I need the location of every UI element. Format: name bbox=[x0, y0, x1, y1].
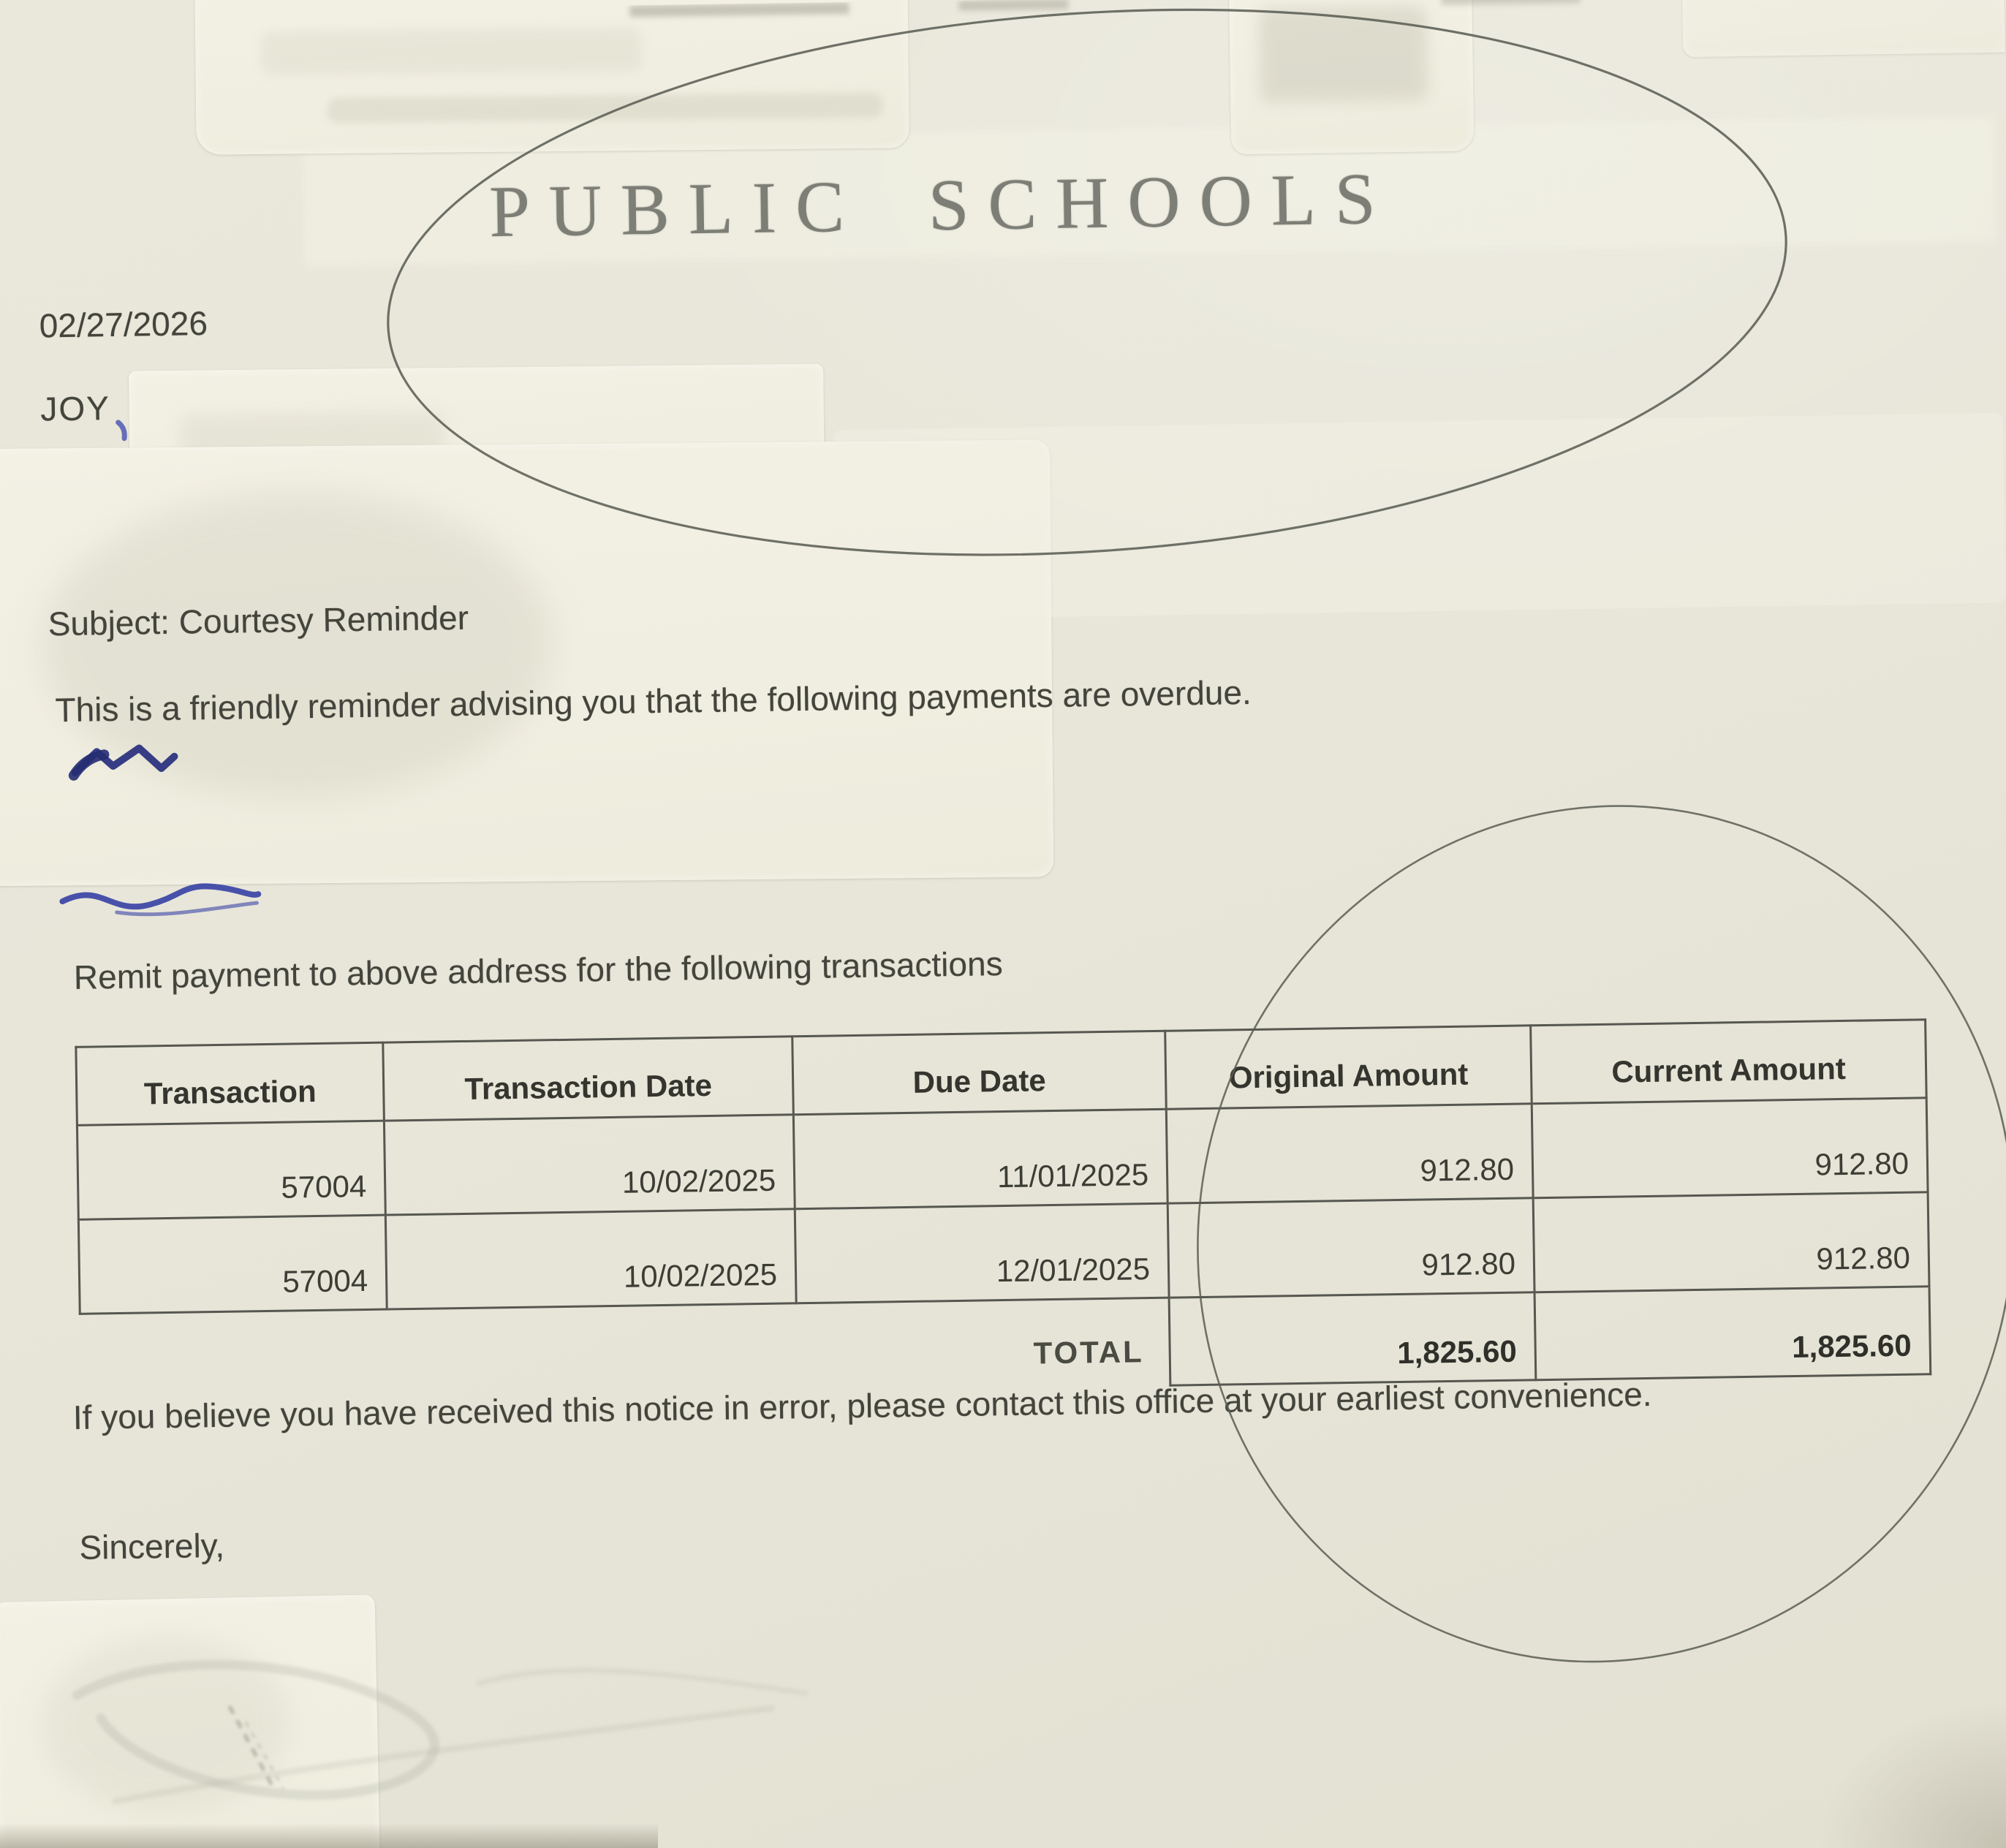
col-header-transaction: Transaction bbox=[76, 1042, 385, 1125]
cell-transaction: 57004 bbox=[77, 1121, 385, 1219]
pen-circle-amounts bbox=[1091, 703, 2006, 1764]
cell-due-date: 12/01/2025 bbox=[795, 1203, 1169, 1303]
letter-closing: Sincerely, bbox=[79, 1526, 225, 1567]
pen-circle-letterhead bbox=[370, 0, 1803, 598]
total-label: TOTAL bbox=[1033, 1334, 1145, 1371]
letter-error-notice: If you believe you have received this notice in error, please contact this office at your earliest convenience. bbox=[72, 1374, 1652, 1436]
cell-current-amount: 912.80 bbox=[1533, 1192, 1929, 1292]
letterhead-title: PUBLIC SCHOOLS bbox=[488, 157, 1396, 253]
scan-edge-shadow bbox=[1816, 1702, 2006, 1848]
cell-transaction: 57004 bbox=[78, 1215, 387, 1314]
cell-transaction-date: 10/02/2025 bbox=[385, 1209, 796, 1309]
faint-signature-scribbles bbox=[77, 1656, 807, 1802]
letter-recipient: JOY bbox=[40, 389, 111, 428]
col-header-original-amount: Original Amount bbox=[1165, 1026, 1532, 1109]
cell-original-amount: 912.80 bbox=[1167, 1198, 1534, 1298]
col-header-current-amount: Current Amount bbox=[1531, 1020, 1927, 1104]
col-header-transaction-date: Transaction Date bbox=[383, 1037, 794, 1121]
blue-ink-tick bbox=[118, 423, 125, 439]
letter-subject: Subject: Courtesy Reminder bbox=[48, 598, 469, 643]
cell-original-amount: 912.80 bbox=[1166, 1104, 1533, 1203]
blue-ink-scribble-bottom bbox=[62, 885, 258, 908]
letter-remit-line: Remit payment to above address for the following transactions bbox=[73, 944, 1003, 996]
scan-edge-shadow bbox=[0, 1823, 658, 1848]
total-current-amount: 1,825.60 bbox=[1534, 1287, 1931, 1379]
cell-due-date: 11/01/2025 bbox=[793, 1109, 1167, 1209]
letter-intro: This is a friendly reminder advising you that the following payments are overdue. bbox=[55, 673, 1252, 730]
letter-date: 02/27/2026 bbox=[39, 304, 208, 345]
total-original-amount: 1,825.60 bbox=[1169, 1292, 1536, 1385]
cell-current-amount: 912.80 bbox=[1532, 1098, 1928, 1198]
col-header-due-date: Due Date bbox=[792, 1031, 1167, 1115]
cell-transaction-date: 10/02/2025 bbox=[384, 1115, 795, 1215]
blue-ink-mark-top bbox=[73, 754, 104, 776]
